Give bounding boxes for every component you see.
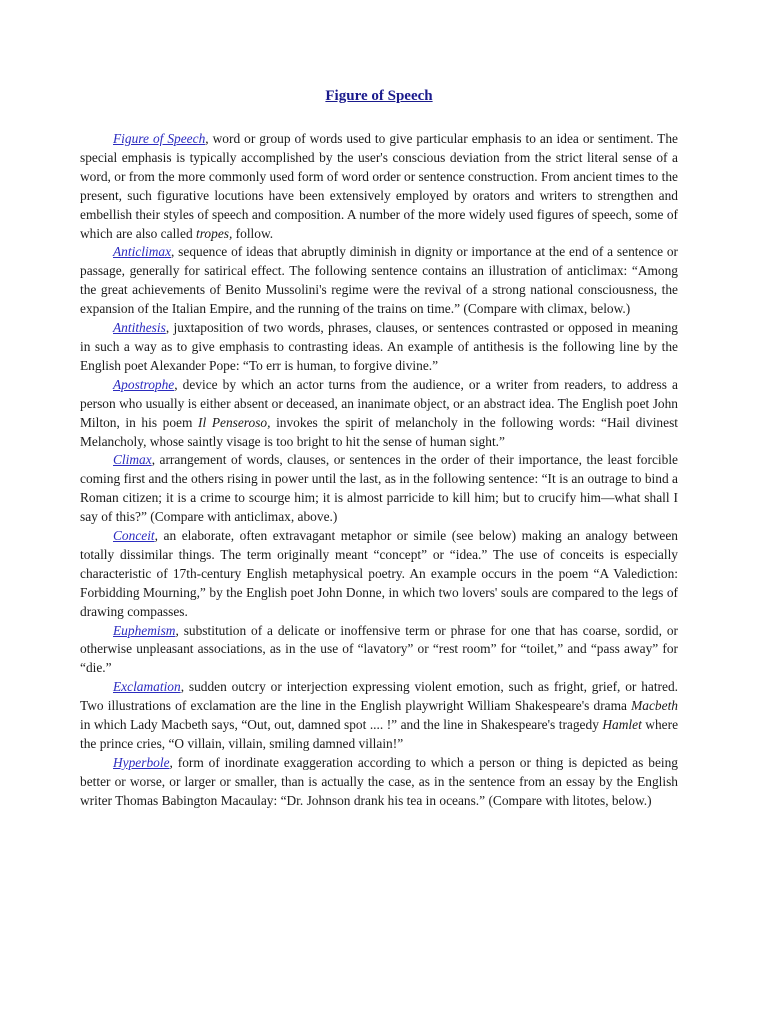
definition-text: , device by which an actor turns from the audience, or a writer from readers, to address a person who usually is either absent or deceased, an inanimate object, or an abstract idea. The English poet John Milton, in his poem xyxy=(80,376,678,430)
term-link-apostrophe[interactable]: Apostrophe xyxy=(113,376,175,392)
italic-text: Il Penseroso, xyxy=(198,414,271,430)
entry-euphemism xyxy=(80,622,678,679)
definition-text: follow. xyxy=(232,225,274,241)
definition-text: in which Lady Macbeth says, “Out, out, damned spot .... !” and the line in Shakespeare's tragedy xyxy=(80,717,603,733)
italic-text: tropes, xyxy=(196,225,233,241)
term-link-anticlimax[interactable]: Anticlimax xyxy=(113,244,172,260)
definition-text: , an elaborate, often extravagant metaphor or simile (see below) making an analogy between totally dissimilar things. The term originally meant “concept” or “idea.” The use of conceits is especially characteristic of 17th-century English metaphysical poetry. An example occurs in the poem “A Valediction: Forbidding Mourning,” by the English poet John Donne, in which two lovers' souls are compared to the legs of drawing compasses. xyxy=(80,528,678,619)
definition-text: , arrangement of words, clauses, or sentences in the order of their importance, the least forcible coming first and the others rising in power until the last, as in the following sentence: “It is an outrage to bind a Roman citizen; it is a crime to scourge him; it is almost parricide to kill him; but to crucify him—what shall I say of this?” (Compare with anticlimax, above.) xyxy=(80,452,678,525)
definition-text: invokes the spirit of melancholy in the following words: “Hail divinest Melancholy, whose saintly visage is too bright to hit the sense of human sight.” xyxy=(80,414,679,449)
italic-text: Macbeth xyxy=(631,698,678,714)
definition-text: , word or group of words used to give particular emphasis to an idea or sentiment. The special emphasis is typically accomplished by the user's conscious deviation from the strict literal sense of a word, or from the more commonly used form of word order or sentence construction. From ancient times to the present, such figurative locutions have been extensively employed by orators and writers to strengthen and embellish their styles of speech and composition. A number of the more widely used figures of speech, some of which are also called xyxy=(80,131,678,241)
term-link-climax[interactable]: Climax xyxy=(113,452,152,468)
definition-text: , sudden outcry or interjection expressing violent emotion, such as fright, grief, or hatred. Two illustrations of exclamation are the line in the English playwright William Shakespeare's drama xyxy=(80,679,678,714)
definition-text: , juxtaposition of two words, phrases, clauses, or sentences contrasted or opposed in meaning in such a way as to give emphasis to contrasting ideas. An example of antithesis is the following line by the English poet Alexander Pope: “To err is human, to forgive divine.” xyxy=(80,320,678,373)
term-link-conceit[interactable]: Conceit xyxy=(113,528,155,544)
definition-text: , sequence of ideas that abruptly diminish in dignity or importance at the end of a sentence or passage, generally for satirical effect. The following sentence contains an illustration of anticlimax: “Among the great achievements of Benito Mussolini's regime were the revival of a strong national consciousness, the expansion of the Italian Empire, and the running of the trains on time.” (Compare with climax, below.) xyxy=(80,244,678,317)
definition-text: , form of inordinate exaggeration according to which a person or thing is depicted as being better or worse, or larger or smaller, than is actually the case, as in the sentence from an essay by the English writer Thomas Babington Macaulay: “Dr. Johnson drank his tea in oceans.” (Compare with litotes, below.) xyxy=(80,754,678,808)
definition-text: where the prince cries, “O villain, villain, smiling damned villain!” xyxy=(80,717,679,751)
document-page xyxy=(80,86,678,811)
term-link-exclamation[interactable]: Exclamation xyxy=(113,679,181,695)
term-link-figure-of-speech[interactable]: Figure of Speech xyxy=(113,131,206,146)
term-link-euphemism[interactable]: Euphemism xyxy=(113,622,176,638)
term-link-hyperbole[interactable]: Hyperbole xyxy=(113,754,170,770)
definition-text: , substitution of a delicate or inoffensive term or phrase for one that has coarse, sordid, or otherwise unpleasant associations, as in the use of “lavatory” or “rest room” for “toilet,” and “pass away” for “die.” xyxy=(80,622,678,676)
entry-conceit xyxy=(80,527,678,622)
entry-climax xyxy=(80,451,678,527)
entry-antithesis xyxy=(80,319,678,376)
italic-text: Hamlet xyxy=(602,717,642,733)
term-link-antithesis[interactable]: Antithesis xyxy=(113,320,166,336)
entry-figure-of-speech xyxy=(80,130,678,243)
entry-hyperbole xyxy=(80,754,678,811)
page-title: Figure of Speech xyxy=(325,88,433,104)
entry-anticlimax xyxy=(80,243,678,319)
entry-apostrophe xyxy=(80,376,678,452)
entry-exclamation xyxy=(80,678,678,754)
